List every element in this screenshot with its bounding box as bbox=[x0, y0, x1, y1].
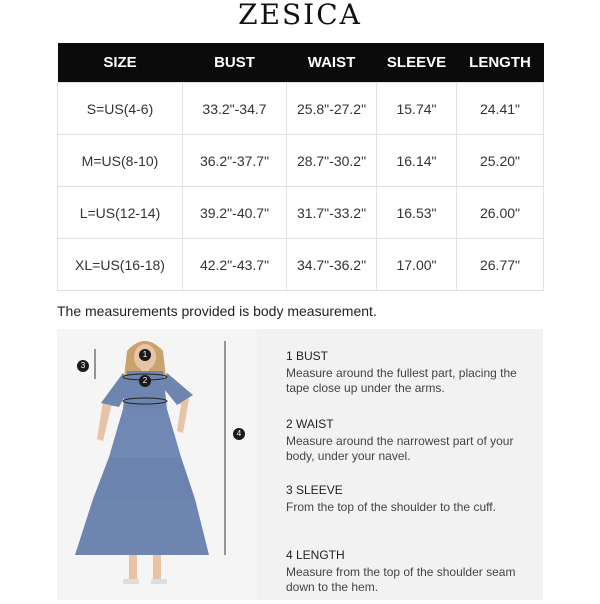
guide-length-desc: Measure from the top of the shoulder seam down to the hem. bbox=[286, 565, 516, 594]
cell-bust: 36.2"-37.7" bbox=[183, 135, 287, 187]
table-row bbox=[58, 135, 544, 187]
cell-sleeve: 17.00" bbox=[377, 239, 457, 291]
cell-bust: 39.2"-40.7" bbox=[183, 187, 287, 239]
measurement-note: The measurements provided is body measurement. bbox=[57, 303, 377, 319]
brand-logo: ZESICA bbox=[238, 0, 362, 31]
marker-sleeve: 3 bbox=[77, 360, 89, 372]
cell-size: XL=US(16-18) bbox=[58, 239, 183, 291]
guide-waist-desc: Measure around the narrowest part of your body, under your navel. bbox=[286, 434, 514, 463]
guide-waist-title: 2 WAIST bbox=[286, 417, 334, 431]
cell-waist: 25.8"-27.2" bbox=[287, 83, 377, 135]
guide-bust bbox=[286, 349, 526, 396]
marker-length: 4 bbox=[233, 428, 245, 440]
table-row bbox=[58, 187, 544, 239]
table-header-row bbox=[58, 43, 544, 83]
table-row bbox=[58, 239, 544, 291]
marker-bust: 1 bbox=[139, 349, 151, 361]
cell-sleeve: 15.74" bbox=[377, 83, 457, 135]
header-length: LENGTH bbox=[457, 43, 544, 83]
guide-bust-desc: Measure around the fullest part, placing the tape close up under the arms. bbox=[286, 366, 517, 395]
table-row bbox=[58, 83, 544, 135]
guide-sleeve bbox=[286, 483, 526, 515]
cell-bust: 33.2"-34.7 bbox=[183, 83, 287, 135]
cell-size: L=US(12-14) bbox=[58, 187, 183, 239]
cell-length: 25.20" bbox=[457, 135, 544, 187]
guide-waist bbox=[286, 417, 526, 464]
cell-sleeve: 16.53" bbox=[377, 187, 457, 239]
cell-sleeve: 16.14" bbox=[377, 135, 457, 187]
guide-bust-title: 1 BUST bbox=[286, 349, 329, 363]
header-sleeve: SLEEVE bbox=[377, 43, 457, 83]
marker-waist: 2 bbox=[139, 375, 151, 387]
cell-size: S=US(4-6) bbox=[58, 83, 183, 135]
cell-length: 24.41" bbox=[457, 83, 544, 135]
cell-size: M=US(8-10) bbox=[58, 135, 183, 187]
guide-sleeve-title: 3 SLEEVE bbox=[286, 483, 343, 497]
header-bust: BUST bbox=[183, 43, 287, 83]
header-size: SIZE bbox=[58, 43, 183, 83]
cell-waist: 31.7"-33.2" bbox=[287, 187, 377, 239]
cell-waist: 34.7"-36.2" bbox=[287, 239, 377, 291]
guide-sleeve-desc: From the top of the shoulder to the cuff. bbox=[286, 500, 496, 514]
guide-length-title: 4 LENGTH bbox=[286, 548, 345, 562]
header-waist: WAIST bbox=[287, 43, 377, 83]
cell-length: 26.00" bbox=[457, 187, 544, 239]
cell-waist: 28.7"-30.2" bbox=[287, 135, 377, 187]
guide-length bbox=[286, 548, 526, 595]
size-chart-table bbox=[57, 43, 544, 291]
cell-length: 26.77" bbox=[457, 239, 544, 291]
cell-bust: 42.2"-43.7" bbox=[183, 239, 287, 291]
